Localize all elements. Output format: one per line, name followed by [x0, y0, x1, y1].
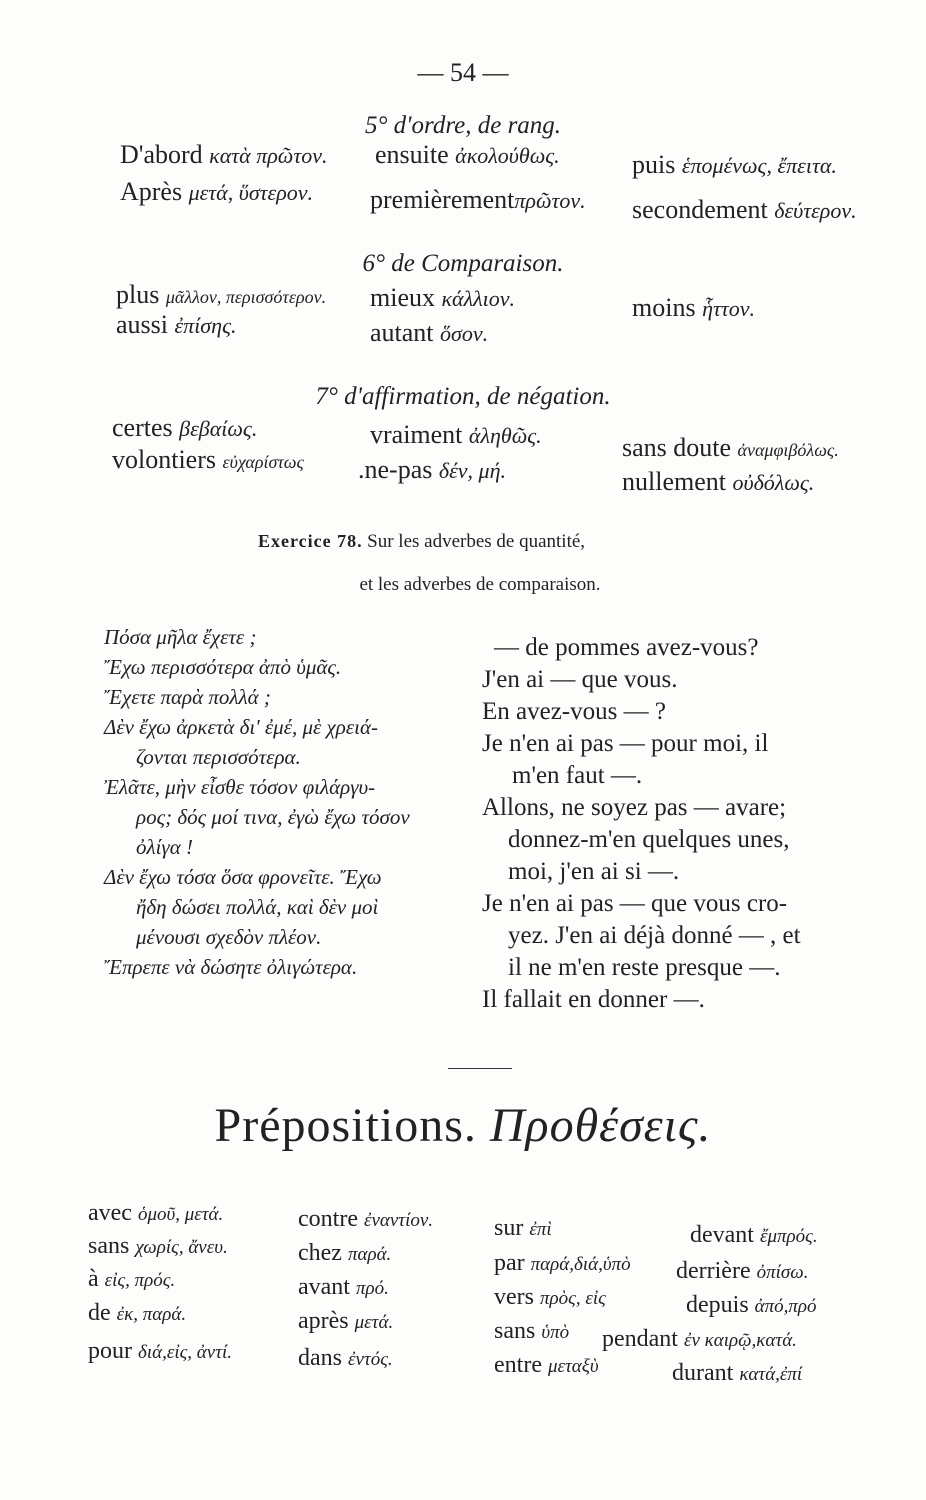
- prep-r4-c4: [602, 1326, 797, 1353]
- gr-term: ἀναμφιβόλως.: [737, 440, 839, 460]
- prep-r1-c4: [690, 1222, 818, 1249]
- gr-term: ἀληθῶς.: [468, 423, 542, 448]
- fr-term: derrière: [676, 1258, 751, 1284]
- gr-term: δέν, μή.: [438, 458, 506, 483]
- gr-term: ἐν καιρῷ,κατά.: [683, 1330, 797, 1351]
- french-line: Allons, ne soyez pas — avare;: [482, 794, 787, 821]
- sec5-row2-item3: [632, 195, 857, 225]
- gr-term: ὁμοῦ, μετά.: [137, 1204, 224, 1225]
- french-line: En avez-vous — ?: [482, 698, 666, 725]
- gr-term: δεύτερον.: [774, 198, 857, 223]
- french-line: Je n'en ai pas — pour moi, il: [482, 730, 769, 757]
- gr-term: ἐπὶ: [529, 1219, 552, 1240]
- sec7-row1-item2: [370, 420, 542, 450]
- prep-r1-c3: [494, 1215, 552, 1242]
- fr-term: autant: [370, 318, 434, 347]
- gr-term: μᾶλλον, περισσότερον.: [165, 287, 327, 307]
- greek-line: Δὲν ἔχω τόσα ὅσα φρονεῖτε. Ἔχω: [104, 865, 382, 889]
- french-line: yez. J'en ai déjà donné — , et: [508, 922, 801, 949]
- section-6-title: 6° de Comparaison.: [362, 250, 564, 277]
- sec7-row2-item3: [622, 467, 814, 497]
- fr-term: depuis: [686, 1292, 749, 1318]
- gr-term: κατά,ἐπί: [739, 1364, 803, 1385]
- gr-term: παρά,διά,ὑπὸ: [530, 1254, 631, 1275]
- gr-term: πρῶτον.: [514, 188, 586, 213]
- greek-line: Ἔχετε παρὰ πολλά ;: [104, 685, 271, 709]
- fr-term: .ne-pas: [358, 455, 433, 484]
- gr-term: πρό.: [355, 1278, 389, 1299]
- fr-term: puis: [632, 150, 676, 179]
- prepositions-title: [0, 1098, 926, 1153]
- fr-term: chez: [298, 1240, 342, 1266]
- fr-term: certes: [112, 413, 173, 442]
- gr-term: παρά.: [347, 1244, 392, 1265]
- fr-term: pour: [88, 1338, 132, 1364]
- greek-line: Ἐλᾶτε, μὴν εἶσθε τόσον φιλάργυ-: [104, 775, 376, 799]
- exercise-line-1: Sur les adverbes de quantité,: [367, 531, 586, 552]
- fr-term: sans doute: [622, 433, 732, 462]
- fr-term: dans: [298, 1345, 342, 1371]
- greek-line: ἤδη δώσει πολλά, καὶ δὲν μοὶ: [136, 895, 379, 919]
- greek-line: Πόσα μῆλα ἔχετε ;: [104, 625, 257, 649]
- fr-term: durant: [672, 1360, 734, 1386]
- fr-term: devant: [690, 1222, 754, 1248]
- page-number: — 54 —: [417, 58, 509, 87]
- greek-line: Ἔπρεπε νὰ δώσητε ὀλιγώτερα.: [104, 955, 358, 979]
- fr-term: sans: [88, 1233, 130, 1259]
- prep-r4-c2: [298, 1308, 393, 1335]
- fr-term: premièrement: [370, 185, 515, 214]
- french-line: Il fallait en donner —.: [482, 986, 705, 1013]
- sec7-row1-item1: [112, 413, 257, 443]
- sec6-row1-item2: [370, 283, 515, 313]
- fr-term: avec: [88, 1200, 132, 1226]
- gr-term: ἀπό,πρό: [754, 1296, 817, 1317]
- gr-term: διά,εἰς, ἀντί.: [138, 1342, 233, 1363]
- fr-term: sans: [494, 1318, 536, 1344]
- greek-line: ζονται περισσότερα.: [136, 745, 301, 769]
- prep-r4-c3: [494, 1318, 569, 1345]
- exercise-heading: [258, 531, 585, 553]
- prep-r3-c1: [88, 1266, 175, 1293]
- french-line: — de pommes avez-vous?: [494, 634, 759, 661]
- gr-term: εὐχαρίστως: [222, 452, 304, 472]
- sec6-row1-item3: [632, 293, 755, 323]
- exercise-french-column: [482, 632, 801, 1016]
- exercise-greek-column: [104, 622, 410, 982]
- fr-term: avant: [298, 1274, 350, 1300]
- prep-r3-c2: [298, 1274, 389, 1301]
- sec7-row2-item1: [112, 445, 304, 475]
- fr-term: volontiers: [112, 445, 216, 474]
- sec5-row1-item1: [120, 140, 327, 170]
- gr-term: ἐντός.: [348, 1349, 393, 1370]
- gr-term: εἰς, πρός.: [104, 1270, 176, 1291]
- prep-r5-c4: [672, 1360, 802, 1387]
- fr-term: par: [494, 1250, 525, 1276]
- prep-r3-c3: [494, 1284, 606, 1311]
- french-line: il ne m'en reste presque —.: [508, 954, 781, 981]
- french-line: moi, j'en ai si —.: [508, 858, 680, 885]
- prep-r5-c3: [494, 1352, 599, 1379]
- prep-r5-c2: [298, 1345, 393, 1372]
- french-line: Je n'en ai pas — que vous cro-: [482, 890, 788, 917]
- sec5-row2-item2: [370, 185, 586, 215]
- gr-term: ἧττον.: [702, 296, 756, 321]
- greek-line: ρος; δός μοί τινα, ἐγὼ ἔχω τόσον: [136, 805, 410, 829]
- gr-term: χωρίς, ἄνευ.: [135, 1237, 228, 1258]
- exercise-label: Exercice 78.: [258, 531, 363, 551]
- gr-term: ἐναντίον.: [363, 1210, 434, 1231]
- fr-term: moins: [632, 293, 696, 322]
- section-divider: [448, 1068, 512, 1069]
- fr-term: Après: [120, 177, 183, 206]
- gr-term: πρὸς, εἰς: [539, 1288, 606, 1309]
- gr-term: ἐπίσης.: [174, 313, 237, 338]
- exercise-line-2: et les adverbes de comparaison.: [359, 574, 601, 595]
- fr-term: de: [88, 1300, 111, 1326]
- fr-term: D'abord: [120, 140, 203, 169]
- sec6-row2-item2: [370, 318, 488, 348]
- fr-term: aussi: [116, 310, 168, 339]
- fr-term: ensuite: [375, 140, 449, 169]
- gr-term: μεταξὺ: [547, 1356, 599, 1377]
- greek-line: Δὲν ἔχω ἀρκετὰ δι' ἐμέ, μὲ χρειά-: [104, 715, 379, 739]
- prep-r4-c1: [88, 1300, 186, 1327]
- fr-term: mieux: [370, 283, 435, 312]
- gr-term: ὀπίσω.: [756, 1262, 809, 1283]
- fr-term: après: [298, 1308, 349, 1334]
- prep-r1-c2: [298, 1206, 433, 1233]
- prep-r2-c3: [494, 1250, 631, 1277]
- gr-term: μετά.: [354, 1312, 394, 1333]
- gr-term: ἔμπρός.: [759, 1226, 818, 1247]
- gr-term: ὑπὸ: [541, 1322, 570, 1343]
- gr-term: ἐκ, παρά.: [116, 1304, 187, 1325]
- french-line: m'en faut —.: [512, 762, 643, 789]
- sec5-row1-item2: [375, 140, 560, 170]
- french-line: donnez-m'en quelques unes,: [508, 826, 790, 853]
- fr-term: contre: [298, 1206, 358, 1232]
- sec6-row2-item1: [116, 310, 237, 340]
- sec7-row2-item2: [358, 455, 506, 485]
- fr-term: secondement: [632, 195, 768, 224]
- sec6-row1-item1: [116, 280, 326, 310]
- sec5-row1-item3: [632, 150, 837, 180]
- gr-term: ὅσον.: [440, 321, 489, 346]
- fr-term: sur: [494, 1215, 524, 1241]
- gr-term: οὐδόλως.: [732, 470, 815, 495]
- greek-line: μένουσι σχεδὸν πλέον.: [136, 925, 322, 949]
- prepositions-title-gr: Προθέσεις.: [489, 1099, 712, 1152]
- fr-term: à: [88, 1266, 99, 1292]
- prepositions-title-fr: Prépositions.: [214, 1099, 477, 1152]
- prep-r1-c1: [88, 1200, 223, 1227]
- gr-term: κάλλιον.: [441, 286, 516, 311]
- prep-r2-c4: [676, 1258, 808, 1285]
- prep-r3-c4: [686, 1292, 817, 1319]
- section-5-title: 5° d'ordre, de rang.: [364, 112, 562, 139]
- gr-term: κατὰ πρῶτον.: [209, 143, 328, 168]
- greek-line: Ἔχω περισσότερα ἀπὸ ὑμᾶς.: [104, 655, 342, 679]
- fr-term: entre: [494, 1352, 542, 1378]
- fr-term: vers: [494, 1284, 534, 1310]
- fr-term: nullement: [622, 467, 726, 496]
- fr-term: vraiment: [370, 420, 463, 449]
- section-7-title: 7° d'affirmation, de négation.: [315, 383, 611, 410]
- french-line: J'en ai — que vous.: [482, 666, 678, 693]
- sec5-row2-item1: [120, 177, 313, 207]
- fr-term: plus: [116, 280, 160, 309]
- fr-term: pendant: [602, 1326, 678, 1352]
- gr-term: μετά, ὕστερον.: [188, 180, 314, 205]
- prep-r2-c1: [88, 1233, 228, 1260]
- prep-r5-c1: [88, 1338, 232, 1365]
- gr-term: βεβαίως.: [179, 416, 258, 441]
- gr-term: ἀκολούθως.: [455, 143, 560, 168]
- prep-r2-c2: [298, 1240, 391, 1267]
- greek-line: ὀλίγα !: [136, 835, 193, 859]
- sec7-row1-item3: [622, 433, 839, 463]
- gr-term: ἑπομένως, ἔπειτα.: [681, 153, 837, 178]
